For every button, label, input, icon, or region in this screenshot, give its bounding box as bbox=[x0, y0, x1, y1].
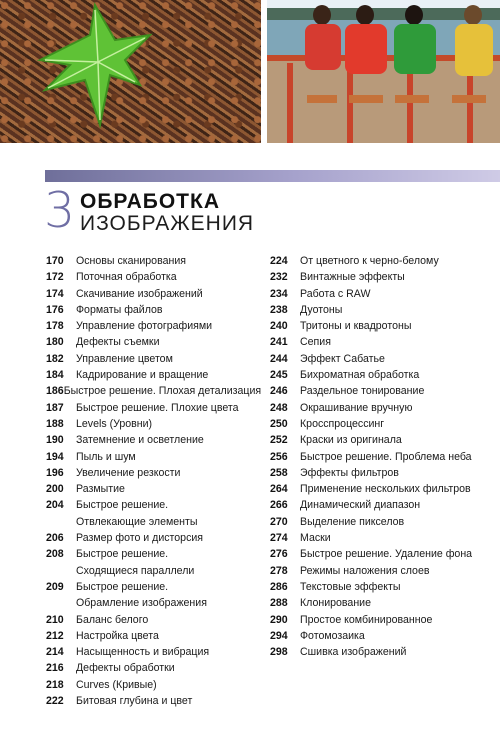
toc-page-number: 194 bbox=[46, 450, 64, 463]
toc-entry-title: Раздельное тонирование bbox=[300, 385, 425, 398]
toc-entry-title: Битовая глубина и цвет bbox=[76, 695, 193, 708]
toc-entry-title: Кросспроцессинг bbox=[300, 417, 385, 430]
toc-page-number bbox=[46, 595, 76, 611]
toc-entry bbox=[270, 644, 495, 660]
toc-entry bbox=[270, 383, 495, 399]
toc-entry bbox=[46, 465, 256, 481]
toc-page-number: 256 bbox=[270, 450, 288, 463]
toc-entry bbox=[46, 693, 256, 709]
toc-entry bbox=[270, 579, 495, 595]
toc-page-number: 241 bbox=[270, 336, 288, 349]
toc-entry-title: Дефекты обработки bbox=[76, 662, 175, 675]
toc-entry-title: Затемнение и осветление bbox=[76, 434, 204, 447]
toc-entry-title: Дефекты съемки bbox=[76, 336, 160, 349]
toc-entry-title: Управление фотографиями bbox=[76, 320, 213, 333]
toc-entry bbox=[270, 367, 495, 383]
toc-entry-title: Основы сканирования bbox=[76, 255, 186, 267]
toc-page-number: 248 bbox=[270, 401, 288, 414]
toc-entry-title: Маски bbox=[300, 532, 331, 545]
toc-page-number: 258 bbox=[270, 466, 288, 479]
toc-entry bbox=[270, 612, 495, 628]
toc-entry-title: Быстрое решение. bbox=[76, 548, 169, 561]
toc-entry bbox=[270, 269, 495, 285]
toc-entry-title: Обрамление изображения bbox=[76, 597, 207, 610]
toc-page-number: 190 bbox=[46, 434, 64, 447]
toc-entry bbox=[46, 269, 256, 285]
leaf-photo bbox=[0, 0, 261, 143]
toc-entry bbox=[46, 432, 256, 448]
toc-entry bbox=[270, 416, 495, 432]
toc-page-number: 264 bbox=[270, 483, 288, 496]
toc-page-number: 298 bbox=[270, 646, 288, 659]
toc-page-number: 240 bbox=[270, 320, 288, 333]
toc-entry-title: Кадрирование и вращение bbox=[76, 369, 209, 382]
toc-entry bbox=[270, 530, 495, 546]
toc-page-number: 210 bbox=[46, 613, 64, 626]
toc-entry-title: Баланс белого bbox=[76, 613, 149, 626]
toc-page-number bbox=[46, 514, 76, 530]
toc-entry bbox=[46, 302, 256, 318]
toc-entry bbox=[46, 286, 256, 302]
chapter-accent-stripe bbox=[45, 170, 500, 182]
chapter-title-line1: ОБРАБОТКА bbox=[80, 190, 220, 213]
toc-page-number: 178 bbox=[46, 320, 64, 333]
toc-entry bbox=[270, 514, 495, 530]
toc-page-number: 174 bbox=[46, 287, 64, 300]
toc-page-number: 218 bbox=[46, 678, 64, 691]
toc-page-number: 238 bbox=[270, 303, 288, 316]
toc-page-number: 172 bbox=[46, 271, 64, 284]
toc-entry bbox=[46, 367, 256, 383]
toc-page-number: 276 bbox=[270, 548, 288, 561]
toc-page-number: 180 bbox=[46, 336, 64, 349]
toc-entry bbox=[46, 334, 256, 350]
toc-page-number: 176 bbox=[46, 303, 64, 316]
toc-page-number: 188 bbox=[46, 417, 64, 430]
toc-page-number: 288 bbox=[270, 597, 288, 610]
chapter-number: 3 bbox=[44, 182, 76, 239]
toc-page-number: 204 bbox=[46, 499, 64, 512]
toc-entry-title: Увеличение резкости bbox=[76, 466, 181, 479]
toc-entry bbox=[270, 497, 495, 513]
toc-entry bbox=[46, 546, 256, 562]
toc-entry-title: Быстрое решение. Проблема неба bbox=[300, 450, 472, 463]
toc-entry-title: Применение нескольких фильтров bbox=[300, 483, 471, 496]
toc-entry bbox=[46, 595, 256, 611]
toc-entry bbox=[270, 351, 495, 367]
toc-entry-title: Форматы файлов bbox=[76, 303, 163, 316]
toc-page-number: 274 bbox=[270, 532, 288, 545]
toc-page-number: 250 bbox=[270, 417, 288, 430]
toc-page-number: 294 bbox=[270, 629, 288, 642]
toc-entry-title: Выделение пикселов bbox=[300, 515, 405, 528]
toc-entry bbox=[270, 628, 495, 644]
toc-page-number: 214 bbox=[46, 646, 64, 659]
toc-page-number: 266 bbox=[270, 499, 288, 512]
toc-entry-title: Быстрое решение. bbox=[76, 580, 169, 593]
toc-entry bbox=[46, 400, 256, 416]
toc-entry bbox=[46, 514, 256, 530]
toc-entry-title: Сепия bbox=[300, 336, 331, 349]
toc-entry bbox=[46, 383, 262, 399]
toc-entry-title: Размытие bbox=[76, 483, 125, 496]
toc-entry-title: Эффект Сабатье bbox=[300, 352, 385, 365]
toc-entry-title: Сходящиеся параллели bbox=[76, 564, 195, 577]
toc-entry-title: Бихроматная обработка bbox=[300, 369, 420, 382]
toc-page-number: 187 bbox=[46, 401, 64, 414]
toc-entry-title: Размер фото и дисторсия bbox=[76, 532, 204, 545]
toc-entry bbox=[46, 416, 256, 432]
toc-entry bbox=[270, 465, 495, 481]
toc-page-number: 286 bbox=[270, 580, 288, 593]
people-at-railing-image bbox=[267, 0, 500, 143]
toc-entry bbox=[46, 563, 256, 579]
toc-entry bbox=[270, 400, 495, 416]
toc-entry bbox=[46, 449, 256, 465]
toc-entry bbox=[270, 432, 495, 448]
toc-entry bbox=[46, 628, 256, 644]
toc-entry-title: Пыль и шум bbox=[76, 450, 136, 463]
toc-entry bbox=[270, 318, 495, 334]
toc-entry-title: Быстрое решение. Плохие цвета bbox=[76, 401, 239, 414]
toc-entry-title: Работа с RAW bbox=[300, 287, 371, 300]
toc-entry-title: Винтажные эффекты bbox=[300, 271, 405, 284]
toc-entry bbox=[270, 449, 495, 465]
toc-entry bbox=[46, 351, 256, 367]
toc-page-number: 222 bbox=[46, 695, 64, 708]
chapter-title-line2: ИЗОБРАЖЕНИЯ bbox=[80, 212, 255, 235]
toc-entry bbox=[270, 253, 495, 269]
toc-entry-title: Быстрое решение. Удаление фона bbox=[300, 548, 473, 561]
toc-entry bbox=[270, 595, 495, 611]
toc-page-number: 216 bbox=[46, 662, 64, 675]
toc-page-number: 208 bbox=[46, 548, 64, 561]
toc-page-number: 170 bbox=[46, 255, 64, 267]
toc-entry-title: Отвлекающие элементы bbox=[76, 515, 198, 528]
toc-entry bbox=[46, 497, 256, 513]
toc-page-number: 224 bbox=[270, 255, 288, 267]
toc-entry bbox=[270, 286, 495, 302]
toc-entry-title: Быстрое решение. Плохая детализация bbox=[63, 385, 262, 398]
toc-entry-title: Дуотоны bbox=[300, 303, 343, 316]
toc-page-number: 184 bbox=[46, 369, 64, 382]
toc-entry bbox=[46, 660, 256, 676]
toc-entry-title: Curves (Кривые) bbox=[76, 678, 157, 691]
toc-page-number: 290 bbox=[270, 613, 288, 626]
toc-entry-title: Сшивка изображений bbox=[300, 646, 407, 659]
toc-entry-title: Динамический диапазон bbox=[300, 499, 421, 512]
toc-page-number: 252 bbox=[270, 434, 288, 447]
toc-entry bbox=[46, 318, 256, 334]
toc-entry-title: Тритоны и квадротоны bbox=[300, 320, 412, 333]
toc-entry-title: Levels (Уровни) bbox=[76, 417, 153, 430]
toc-page-number: 182 bbox=[46, 352, 64, 365]
toc-entry bbox=[270, 481, 495, 497]
toc-page-number: 278 bbox=[270, 564, 288, 577]
toc-entry-title: Эффекты фильтров bbox=[300, 466, 399, 479]
toc-page-number: 209 bbox=[46, 580, 64, 593]
header-photos bbox=[0, 0, 500, 143]
toc-page-number: 270 bbox=[270, 515, 288, 528]
toc-entry-title: Поточная обработка bbox=[76, 271, 177, 284]
toc-entry-title: Окрашивание вручную bbox=[300, 401, 413, 414]
toc-entry bbox=[46, 677, 256, 693]
toc-entry-title: Режимы наложения слоев bbox=[300, 564, 430, 577]
leaf-icon bbox=[0, 0, 261, 143]
toc-entry-title: Насыщенность и вибрация bbox=[76, 646, 210, 659]
toc-entry-title: Простое комбинированное bbox=[300, 613, 433, 626]
toc-entry bbox=[270, 302, 495, 318]
toc-entry bbox=[46, 612, 256, 628]
toc-page-number bbox=[46, 563, 76, 579]
toc-entry bbox=[270, 334, 495, 350]
toc-entry bbox=[270, 563, 495, 579]
people-photo bbox=[267, 0, 500, 143]
toc-entry bbox=[46, 253, 256, 269]
toc-entry-title: Текстовые эффекты bbox=[300, 580, 401, 593]
toc-entry bbox=[46, 481, 256, 497]
toc-entry bbox=[46, 530, 256, 546]
toc-entry-title: Скачивание изображений bbox=[76, 287, 203, 300]
toc-page-number: 234 bbox=[270, 287, 288, 300]
toc-entry-title: Клонирование bbox=[300, 597, 371, 610]
toc-page-number: 186 bbox=[46, 385, 64, 398]
toc-entry-title: Управление цветом bbox=[76, 352, 173, 365]
toc-entry-title: Быстрое решение. bbox=[76, 499, 169, 512]
toc-entry-title: Краски из оригинала bbox=[300, 434, 402, 447]
toc-entry bbox=[46, 644, 256, 660]
toc-entry bbox=[46, 579, 256, 595]
toc-entry bbox=[270, 546, 495, 562]
toc-right-column bbox=[270, 253, 495, 660]
toc-page-number: 232 bbox=[270, 271, 288, 284]
toc-left-column bbox=[46, 253, 262, 709]
toc-page-number: 206 bbox=[46, 532, 64, 545]
toc-entry-title: Фотомозаика bbox=[300, 629, 365, 642]
toc-page-number: 200 bbox=[46, 483, 64, 496]
toc-page-number: 196 bbox=[46, 466, 64, 479]
toc-page-number: 244 bbox=[270, 352, 288, 365]
toc-entry-title: Настройка цвета bbox=[76, 629, 159, 642]
toc-page-number: 245 bbox=[270, 369, 288, 382]
toc-entry-title: От цветного к черно-белому bbox=[300, 255, 439, 267]
toc-page-number: 212 bbox=[46, 629, 64, 642]
toc-page-number: 246 bbox=[270, 385, 288, 398]
